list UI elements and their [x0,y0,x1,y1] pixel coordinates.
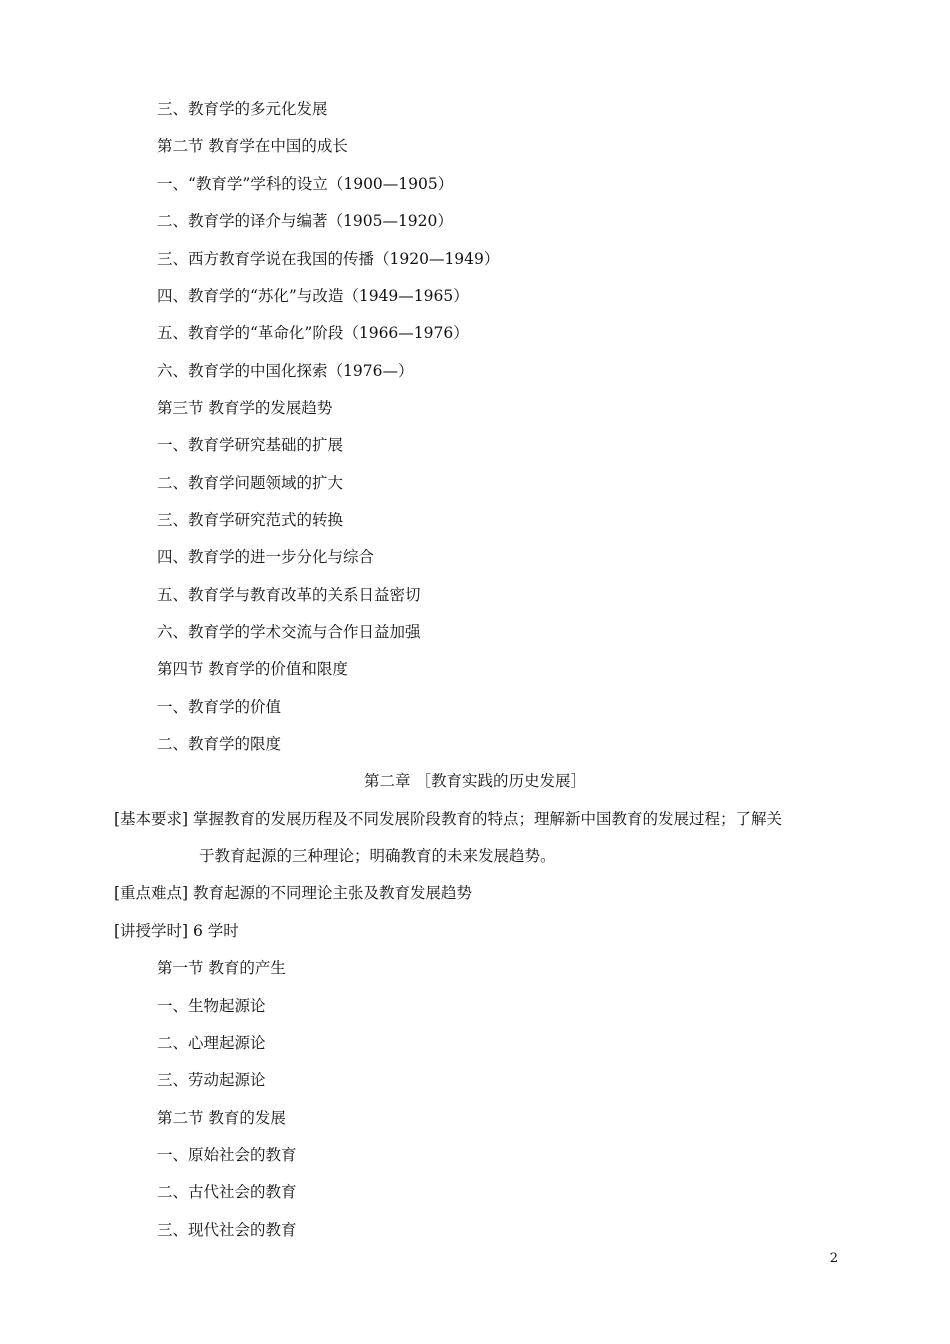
toc-line: 一、教育学的价值 [157,698,282,716]
toc-line: 三、教育学研究范式的转换 [157,511,344,529]
toc-line: 三、劳动起源论 [157,1071,266,1089]
section-heading: 第一节 教育的产生 [157,959,286,977]
toc-line: 三、教育学的多元化发展 [157,100,328,118]
toc-line: 五、教育学与教育改革的关系日益密切 [157,586,421,604]
toc-line: 四、教育学的进一步分化与综合 [157,548,375,566]
toc-line: 六、教育学的中国化探索（1976—） [157,362,414,380]
toc-line: 二、教育学的译介与编著（1905—1920） [157,212,453,230]
toc-line: 二、教育学问题领域的扩大 [157,474,344,492]
toc-line: 四、教育学的“苏化”与改造（1949—1965） [157,287,469,305]
toc-line: 三、现代社会的教育 [157,1221,297,1239]
toc-line: 二、教育学的限度 [157,735,282,753]
section-heading: 第二节 教育的发展 [157,1109,286,1127]
section-heading: 第四节 教育学的价值和限度 [157,660,348,678]
toc-line: 一、“教育学”学科的设立（1900—1905） [157,175,454,193]
teaching-hours-line: [讲授学时] 6 学时 [114,922,239,940]
toc-line: 二、心理起源论 [157,1034,266,1052]
toc-line: 三、西方教育学说在我国的传播（1920—1949） [157,250,500,268]
requirements-line: [基本要求] 掌握教育的发展历程及不同发展阶段教育的特点；理解新中国教育的发展过程；了解关 [114,810,783,828]
toc-line: 一、生物起源论 [157,997,266,1015]
section-heading: 第二节 教育学在中国的成长 [157,137,348,155]
section-heading: 第三节 教育学的发展趋势 [157,399,333,417]
toc-line: 二、古代社会的教育 [157,1183,297,1201]
toc-line: 一、原始社会的教育 [157,1146,297,1164]
key-points-line: [重点难点] 教育起源的不同理论主张及教育发展趋势 [114,884,473,902]
chapter-title: 第二章 ［教育实践的历史发展］ [364,772,586,790]
toc-line: 六、教育学的学术交流与合作日益加强 [157,623,421,641]
toc-line: 一、教育学研究基础的扩展 [157,436,344,454]
requirements-line: 于教育起源的三种理论；明确教育的未来发展趋势。 [199,847,556,865]
toc-line: 五、教育学的“革命化”阶段（1966—1976） [157,324,469,342]
page-number: 2 [829,1251,838,1266]
